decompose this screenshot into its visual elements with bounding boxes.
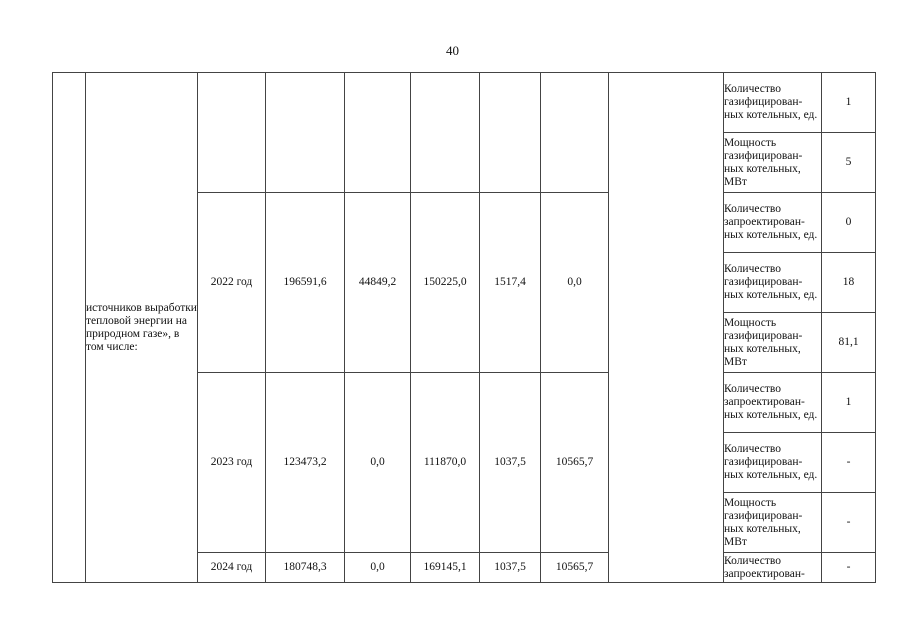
indicator-label: Мощность газифицирован-ных котельных, МВт [724,313,822,373]
extra-2022: 0,0 [541,193,609,373]
regional-2024: 169145,1 [411,553,480,583]
regional-2023: 111870,0 [411,373,480,553]
executor-cell [609,73,724,583]
indicator-label: Количество газифицирован-ных котельных, ед. [724,73,822,133]
total-2022: 196591,6 [266,193,345,373]
indicator-value: 1 [822,373,876,433]
indicator-label: Количество запроектирован-ных котельных, ед. [724,193,822,253]
total-2024: 180748,3 [266,553,345,583]
program-table [52,72,876,583]
description-cell: источников выработки тепловой энергии на природном газе», в том числе: [86,73,198,583]
year-label-2023: 2023 год [198,373,266,553]
total-cell-prev [266,73,345,193]
local-2023: 1037,5 [480,373,541,553]
indicator-value: 5 [822,133,876,193]
extra-cell-prev [541,73,609,193]
indicator-value: - [822,553,876,583]
indicator-label: Мощность газифицирован-ных котельных, МВт [724,493,822,553]
federal-2022: 44849,2 [345,193,411,373]
indicator-label: Количество запроектирован-ных котельных, ед. [724,373,822,433]
indicator-value: - [822,433,876,493]
federal-2024: 0,0 [345,553,411,583]
indicator-label: Количество газифицирован-ных котельных, ед. [724,433,822,493]
page-number: 40 [446,43,459,58]
regional-2022: 150225,0 [411,193,480,373]
indicator-label: Количество газифицирован-ных котельных, ед. [724,253,822,313]
indicator-value: 81,1 [822,313,876,373]
local-cell-prev [480,73,541,193]
indicator-value: 18 [822,253,876,313]
regional-cell-prev [411,73,480,193]
extra-2024: 10565,7 [541,553,609,583]
local-2022: 1517,4 [480,193,541,373]
year-label-2022: 2022 год [198,193,266,373]
indicator-label: Мощность газифицирован-ных котельных, МВт [724,133,822,193]
year-label-2024: 2024 год [198,553,266,583]
year-cell-prev [198,73,266,193]
federal-2023: 0,0 [345,373,411,553]
total-2023: 123473,2 [266,373,345,553]
indicator-value: 1 [822,73,876,133]
indicator-value: 0 [822,193,876,253]
indicator-value: - [822,493,876,553]
local-2024: 1037,5 [480,553,541,583]
federal-cell-prev [345,73,411,193]
number-cell [53,73,86,583]
table-row [53,73,876,133]
extra-2023: 10565,7 [541,373,609,553]
indicator-label: Количество запроектирован- [724,553,822,583]
